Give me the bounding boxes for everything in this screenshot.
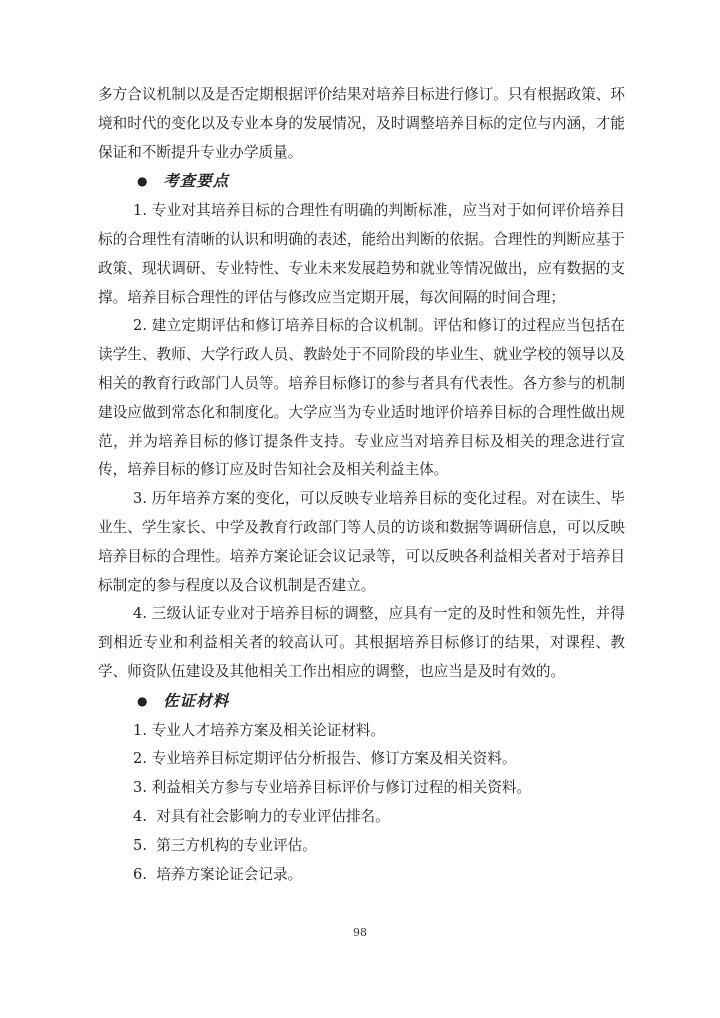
paragraph-intro: 多方合议机制以及是否定期根据评价结果对培养目标进行修订。只有根据政策、环境和时代的变化以及专业本身的发展情况，及时调整培养目标的定位与内涵，才能保证和不断提升专业办学质量。 bbox=[98, 86, 625, 161]
page-number: 98 bbox=[353, 926, 367, 939]
list-item-6: 6. 培养方案论证会记录。 bbox=[133, 865, 303, 883]
list-item-3: 3. 利益相关方参与专业培养目标评价与修订过程的相关资料。 bbox=[133, 779, 532, 797]
section-title: 考查要点 bbox=[163, 171, 230, 191]
paragraph-point-2: 2. 建立定期评估和修订培养目标的合议机制。评估和修订的过程应当包括在读学生、教师、大学行政人员、教龄处于不同阶段的毕业生、就业学校的领导以及相关的教育行政部门人员等。培养目标修订的参与者具有代表性。各方参与的机制建设应做到常态化和制度化。大学应当为专业适时地评价培养目标的合理性做出规范，并为培养目标的修订提条件支持。专业应当对培养目标及相关的理念进行宣传，培养目标的修订应及时告知社会及相关利益主体。 bbox=[98, 317, 625, 479]
document-page-content bbox=[98, 81, 625, 889]
bullet-icon: ● bbox=[137, 174, 148, 189]
paragraph-point-4: 4. 三级认证专业对于培养目标的调整，应具有一定的及时性和领先性，并得到相近专业和利益相关者的较高认可。其根据培养目标修订的结果，对课程、教学、师资队伍建设及其他相关工作出相应的调整，也应当是及时有效的。 bbox=[98, 605, 625, 680]
paragraph-point-1: 1. 专业对其培养目标的合理性有明确的判断标准，应当对于如何评价培养目标的合理性有清晰的认识和明确的表述，能给出判断的依据。合理性的判断应基于政策、现状调研、专业特性、专业未来发展趋势和就业等情况做出，应有数据的支撑。培养目标合理性的评估与修改应当定期开展，每次间隔的时间合理； bbox=[98, 202, 625, 306]
section-heading-examination-points bbox=[98, 167, 625, 197]
paragraph-point-3: 3. 历年培养方案的变化，可以反映专业培养目标的变化过程。对在读生、毕业生、学生家长、中学及教育行政部门等人员的访谈和数据等调研信息，可以反映培养目标的合理性。培养方案论证会议记录等，可以反映各利益相关者对于培养目标制定的参与程度以及合议机制是否建立。 bbox=[98, 490, 625, 594]
list-item-4: 4. 对具有社会影响力的专业评估排名。 bbox=[133, 807, 390, 825]
section-heading-supporting-materials bbox=[98, 687, 625, 717]
section-title: 佐证材料 bbox=[163, 690, 230, 710]
list-item-5: 5. 第三方机构的专业评估。 bbox=[133, 836, 317, 854]
bullet-icon: ● bbox=[137, 693, 148, 708]
list-item-2: 2. 专业培养目标定期评估分析报告、修订方案及相关资料。 bbox=[133, 750, 517, 768]
list-item-1: 1. 专业人才培养方案及相关论证材料。 bbox=[133, 721, 386, 739]
